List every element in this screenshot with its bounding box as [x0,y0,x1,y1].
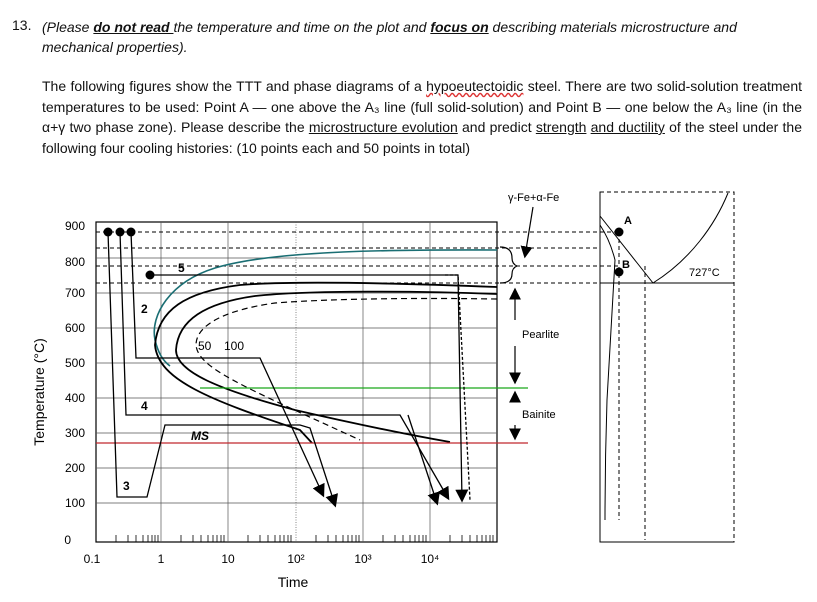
intro-suffix: describing materials microstructure and mechanical properties). [42,19,737,55]
point-a-dot [615,228,624,237]
eutectoid-temp-label: 727°C [689,267,720,279]
phase-brace [500,247,517,283]
ttt-grid [96,222,497,542]
body-text-2: steel. There are two solid-solution treatment temperatures to be used: Point A — one above the A₃ line (full solid-solution) and Point B — one below the A₃ line (in the α+γ two phase zone). Please describe the [42,78,802,135]
solvus-line [600,225,615,520]
y-axis-label: Temperature (°C) [31,338,47,446]
point-b-label: B [622,259,630,271]
y-tick: 400 [64,391,85,405]
ttt-chart [31,192,620,590]
start-dot-3 [127,228,136,237]
x-axis-label: Time [277,574,309,590]
x-tick: 10 [221,552,235,566]
body-text-3: and predict [457,119,536,135]
x-tick: 10² [287,552,305,566]
label-path-3: 3 [123,479,130,493]
body-text-1: The following figures show the TTT and phase diagrams of a [42,78,427,94]
ms-label: MS [191,429,209,443]
y-tick: 200 [64,461,85,475]
cooling-path-2 [131,232,323,495]
y-tick: 0 [64,533,71,547]
cooling-paths [108,232,470,505]
body-underline-strength: strength [535,119,587,135]
intro-mid: the temperature and time on the plot and [173,19,431,35]
intro-bold-2: focus on [430,19,489,35]
phase-pointer-arrow [525,207,533,256]
intro-prefix: (Please [42,19,94,35]
body-text-5: of the steel under the following four cooling histories: (10 points each and 50 points in total) [42,119,802,156]
start-dot-5 [146,271,155,280]
label-path-2: 2 [141,302,148,316]
y-tick: 100 [64,496,85,510]
phase-frame [600,192,734,542]
cooling-arrow-extra [408,415,437,503]
bainite-label: Bainite [522,409,556,421]
question-number: 13. [12,17,32,33]
body-underline-ductility: and ductility [590,119,665,135]
x-tick: 10⁴ [420,552,440,566]
y-tick: 500 [64,356,85,370]
dashed-50-curve [196,298,497,440]
start-dot-2 [116,228,125,237]
x-minor-ticks [116,535,493,542]
start-dot-1 [104,228,113,237]
phase-label: γ-Fe+α-Fe [508,192,560,204]
contour-label-100: 100 [224,339,245,353]
body-underline-microstructure: microstructure evolution [308,119,458,135]
phase-diagram [600,192,734,542]
y-tick: 900 [64,219,85,233]
label-path-5: 5 [178,261,185,275]
side-annotations [500,207,533,438]
ttt-plot-frame [96,222,497,542]
intro-bold-1: do not read [93,19,174,35]
contour-label-50: 50 [198,339,212,353]
y-tick: 600 [64,321,85,335]
x-tick: 1 [157,552,165,566]
pearlite-label: Pearlite [522,329,560,341]
point-a-label: A [624,215,632,227]
body-misspelled-word: hypoeutectoidic [426,78,524,94]
x-tick: 10³ [354,552,372,566]
x-tick: 0.1 [83,552,101,566]
y-axis-ticks [64,219,85,547]
y-tick: 800 [64,255,85,269]
x-axis-ticks [84,552,440,566]
y-tick: 300 [64,426,85,440]
label-path-4: 4 [141,399,148,413]
cooling-path-3 [108,232,335,505]
transformation-finish-curve [176,292,497,442]
y-tick: 700 [64,286,85,300]
